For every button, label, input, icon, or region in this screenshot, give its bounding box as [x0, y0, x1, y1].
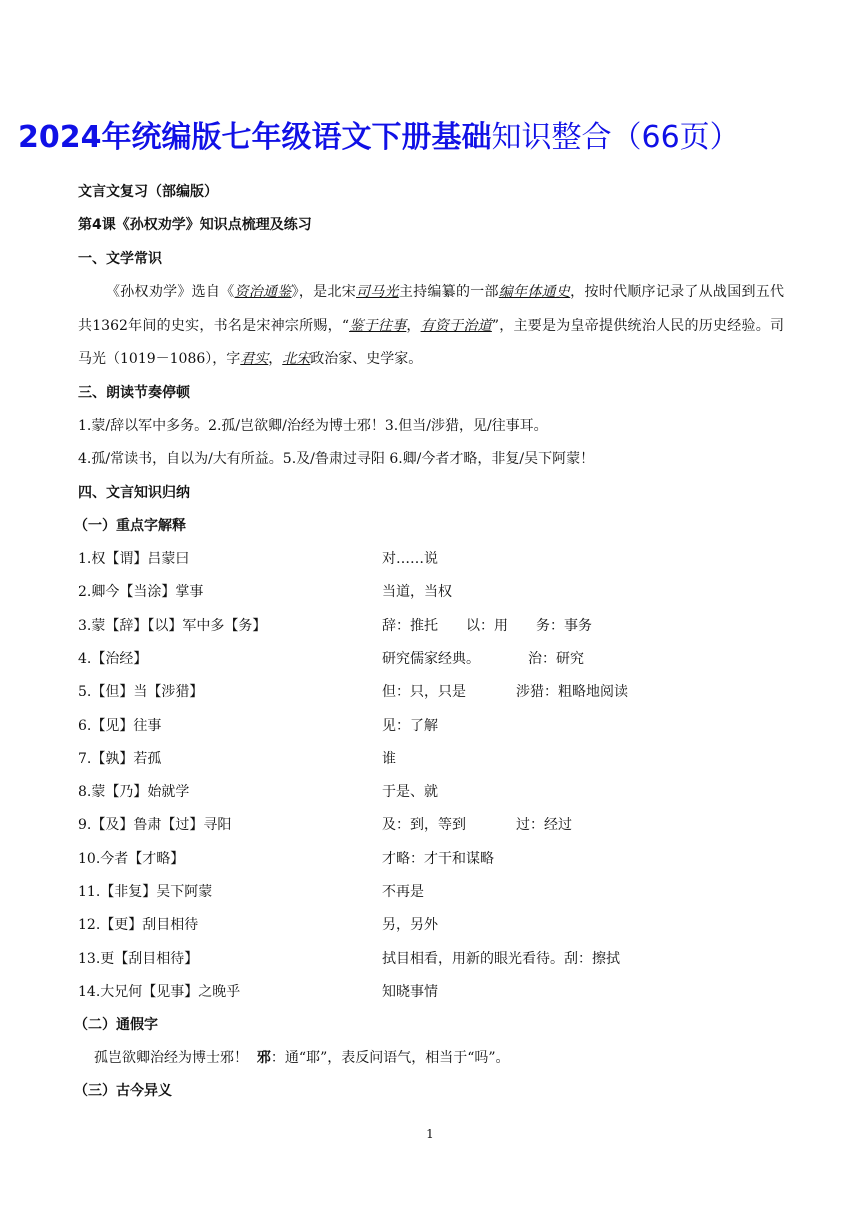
vocab-row	[78, 716, 784, 736]
vocab-row	[78, 682, 784, 702]
underlined-term: 有资于治道	[420, 317, 492, 334]
vocab-term: 6.【见】往事	[78, 717, 162, 734]
subsection-key-words: （一）重点字解释	[74, 518, 186, 534]
document-title	[18, 118, 848, 158]
vocab-row	[78, 782, 784, 802]
vocab-meaning	[382, 882, 424, 902]
vocab-meaning-part: 以：用	[466, 617, 508, 634]
subtitle-review: 文言文复习（部编版）	[78, 184, 218, 200]
vocab-meaning	[382, 716, 438, 736]
vocab-meaning-part: 当道，当权	[382, 584, 452, 601]
underlined-term: 编年体通史	[498, 284, 571, 300]
vocab-meaning-part: 见：了解	[382, 717, 438, 734]
vocab-term: 10.今者【才略】	[78, 850, 185, 867]
vocab-meaning-part: 过：经过	[516, 817, 572, 834]
vocab-term: 8.蒙【乃】始就学	[78, 784, 190, 801]
vocab-meaning-part: 及：到，等到	[382, 817, 466, 834]
vocab-row	[78, 815, 784, 835]
vocab-term: 5.【但】当【涉猎】	[78, 684, 204, 701]
vocab-meaning	[382, 782, 438, 802]
title-normal-part: 知识整合（66页）	[491, 120, 740, 155]
vocab-row	[78, 616, 784, 636]
vocab-meaning-part: 但：只，只是	[382, 684, 466, 701]
vocab-meaning-part: 对……说	[382, 551, 438, 567]
vocab-meaning	[382, 915, 438, 935]
vocab-meaning-part: 不再是	[382, 884, 424, 900]
section-heading-knowledge: 四、文言知识归纳	[78, 485, 190, 501]
vocab-term: 12.【更】刮目相待	[78, 917, 199, 934]
tongjia-line	[94, 1048, 510, 1068]
vocab-meaning-part: 治：研究	[528, 650, 584, 667]
section-heading-rhythm: 三、朗读节奏停顿	[78, 385, 190, 401]
vocab-row	[78, 882, 784, 902]
vocab-term: 3.蒙【辞】【以】军中多【务】	[78, 617, 267, 634]
vocab-row	[78, 549, 784, 569]
vocab-meaning-part: 谁	[382, 750, 396, 767]
subsection-tongjia: （二）通假字	[74, 1017, 158, 1033]
vocab-meaning	[382, 982, 438, 1002]
vocab-meaning-part: 另，另外	[382, 917, 438, 934]
underlined-term: 北宋	[282, 351, 311, 367]
underlined-term: 君实	[240, 351, 269, 367]
vocab-meaning	[382, 849, 494, 869]
vocab-term: 13.更【刮目相待】	[78, 950, 199, 967]
vocab-term: 2.卿今【当涂】掌事	[78, 584, 204, 601]
subsection-ancient-modern: （三）古今异义	[74, 1083, 172, 1099]
vocab-meaning	[382, 749, 396, 769]
vocab-meaning-part: 知晓事情	[382, 983, 438, 1000]
vocab-meaning-part: 务：事务	[536, 617, 592, 634]
literature-paragraph: 《孙权劝学》选自《资治通鉴》，是北宋司马光主持编纂的一部编年体通史，按时代顺序记录了从战国到五代共1362年间的史实，书名是宋神宗所赐，“鉴于往事，有资于治道”，主要是为皇帝提供统治人民的历史经验。司马光（1019－1086），字君实，北宋政治家、史学家。	[78, 284, 785, 367]
vocab-meaning	[382, 682, 628, 702]
vocab-row	[78, 649, 784, 669]
underlined-term: 资治通鉴	[234, 284, 292, 300]
vocab-meaning-part: 辞：推托	[382, 617, 438, 634]
vocab-term: 1.权【谓】吕蒙曰	[78, 551, 190, 567]
vocab-meaning	[382, 649, 584, 669]
vocab-meaning	[382, 582, 452, 602]
vocab-meaning	[382, 616, 592, 636]
vocab-meaning-part: 研究儒家经典。	[382, 650, 480, 667]
vocab-row	[78, 949, 784, 969]
tongjia-sentence: 孤岂欲卿治经为博士邪！	[94, 1050, 248, 1066]
vocab-row	[78, 582, 784, 602]
vocab-meaning	[382, 549, 438, 569]
vocab-row	[78, 849, 784, 869]
vocab-meaning-part: 涉猎：粗略地阅读	[516, 684, 628, 701]
vocab-row	[78, 749, 784, 769]
vocab-term: 4.【治经】	[78, 650, 148, 667]
vocab-meaning-part: 于是、就	[382, 784, 438, 801]
vocab-term: 7.【孰】若孤	[78, 750, 162, 767]
rhythm-line-2: 4.孤/常读书，自以为/大有所益。5.及/鲁肃过寻阳 6.卿/今者才略，非复/吴下阿蒙！	[78, 451, 595, 467]
vocab-meaning-part: 才略：才干和谋略	[382, 850, 494, 867]
vocab-row	[78, 915, 784, 935]
tongjia-key: 邪	[256, 1050, 271, 1066]
tongjia-explain: ：通“耶”，表反问语气，相当于“吗”。	[270, 1050, 510, 1066]
vocab-term: 14.大兄何【见事】之晚乎	[78, 983, 241, 1000]
title-bold-part: 2024年统编版七年级语文下册基础	[18, 120, 492, 155]
rhythm-line-1: 1.蒙/辞以军中多务。2.孤/岂欲卿/治经为博士邪！3.但当/涉猎，见/往事耳。	[78, 418, 548, 434]
page-number: 1	[426, 1127, 434, 1141]
vocab-term: 11.【非复】吴下阿蒙	[78, 884, 213, 900]
subtitle-lesson: 第4课《孙权劝学》知识点梳理及练习	[78, 217, 312, 233]
underlined-term: 司马光	[356, 284, 399, 300]
vocab-row	[78, 982, 784, 1002]
underlined-term: 鉴于往事	[349, 317, 407, 334]
vocab-meaning	[382, 815, 572, 835]
vocab-meaning-part: 拭目相看，用新的眼光看待。刮：擦拭	[382, 950, 620, 967]
vocab-term: 9.【及】鲁肃【过】寻阳	[78, 817, 232, 834]
section-heading-literature: 一、文学常识	[78, 251, 162, 267]
vocab-meaning	[382, 949, 620, 969]
